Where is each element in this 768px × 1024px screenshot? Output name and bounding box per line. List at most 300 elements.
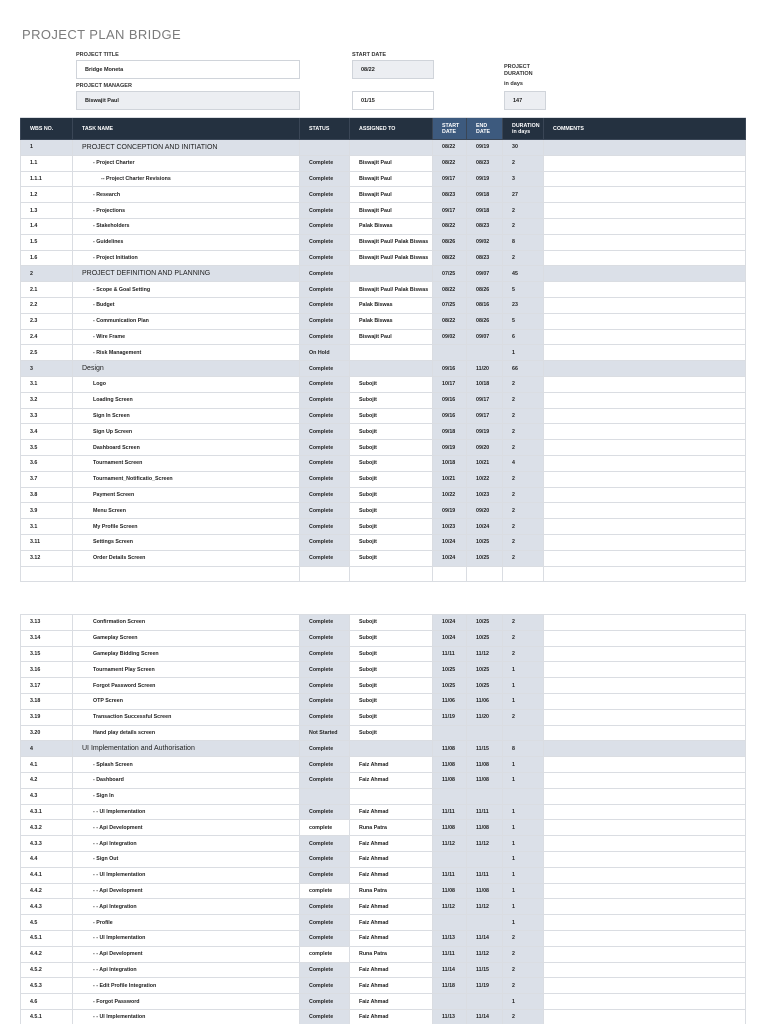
comments-cell[interactable] [544, 203, 746, 219]
wbs-cell[interactable]: 4 [20, 741, 73, 757]
duration-cell[interactable]: 2 [503, 393, 544, 409]
end-date-cell[interactable]: 10/23 [467, 488, 503, 504]
start-date-cell[interactable]: 08/22 [433, 314, 467, 330]
task-cell[interactable]: Sign In Screen [73, 409, 300, 425]
end-date-cell[interactable]: 11/11 [467, 868, 503, 884]
wbs-cell[interactable]: 3.2 [20, 393, 73, 409]
status-cell[interactable]: Complete [300, 852, 350, 868]
comments-cell[interactable] [544, 710, 746, 726]
status-cell[interactable]: Complete [300, 535, 350, 551]
duration-cell[interactable]: 2 [503, 203, 544, 219]
duration-cell[interactable]: 23 [503, 298, 544, 314]
end-date-cell[interactable]: 11/08 [467, 757, 503, 773]
wbs-cell[interactable]: 3.15 [20, 647, 73, 663]
wbs-cell[interactable]: 2.1 [20, 282, 73, 298]
assigned-cell[interactable] [350, 140, 433, 156]
end-date-cell[interactable] [467, 852, 503, 868]
comments-cell[interactable] [544, 472, 746, 488]
task-cell[interactable]: Design [73, 361, 300, 377]
assigned-cell[interactable]: Subojit [350, 615, 433, 631]
table-row[interactable] [20, 978, 746, 994]
status-cell[interactable]: Complete [300, 757, 350, 773]
assigned-cell[interactable]: Faiz Ahmad [350, 994, 433, 1010]
assigned-cell[interactable]: Runa Patra [350, 820, 433, 836]
task-cell[interactable]: - Profile [73, 915, 300, 931]
comments-cell[interactable] [544, 266, 746, 282]
comments-cell[interactable] [544, 947, 746, 963]
task-cell[interactable]: PROJECT CONCEPTION AND INITIATION [73, 140, 300, 156]
table-row[interactable] [20, 203, 746, 219]
start-date-cell[interactable]: 08/22 [433, 219, 467, 235]
status-cell[interactable] [300, 789, 350, 805]
status-cell[interactable] [300, 140, 350, 156]
comments-cell[interactable] [544, 187, 746, 203]
comments-cell[interactable] [544, 567, 746, 583]
status-cell[interactable]: Complete [300, 931, 350, 947]
assigned-cell[interactable]: Faiz Ahmad [350, 899, 433, 915]
status-cell[interactable]: complete [300, 947, 350, 963]
table-row[interactable] [20, 472, 746, 488]
wbs-cell[interactable]: 4.3 [20, 789, 73, 805]
task-cell[interactable]: Settings Screen [73, 535, 300, 551]
phase-row[interactable] [20, 140, 746, 156]
status-cell[interactable]: Complete [300, 631, 350, 647]
start-date-cell[interactable]: 09/19 [433, 440, 467, 456]
start-date-cell[interactable]: 09/16 [433, 409, 467, 425]
status-cell[interactable]: Complete [300, 330, 350, 346]
duration-cell[interactable]: 1 [503, 915, 544, 931]
status-cell[interactable]: Complete [300, 773, 350, 789]
status-cell[interactable]: Complete [300, 836, 350, 852]
duration-cell[interactable]: 2 [503, 409, 544, 425]
duration-cell[interactable]: 2 [503, 647, 544, 663]
wbs-cell[interactable]: 3.8 [20, 488, 73, 504]
assigned-cell[interactable]: Runa Patra [350, 884, 433, 900]
end-date-cell[interactable]: 11/19 [467, 978, 503, 994]
table-row[interactable] [20, 440, 746, 456]
duration-cell[interactable]: 66 [503, 361, 544, 377]
end-date-cell[interactable]: 08/26 [467, 282, 503, 298]
task-cell[interactable]: Tournament Screen [73, 456, 300, 472]
wbs-cell[interactable]: 3.7 [20, 472, 73, 488]
end-date-cell[interactable]: 10/24 [467, 519, 503, 535]
status-cell[interactable]: Complete [300, 251, 350, 267]
comments-cell[interactable] [544, 915, 746, 931]
duration-cell[interactable]: 4 [503, 456, 544, 472]
assigned-cell[interactable]: Subojit [350, 409, 433, 425]
wbs-cell[interactable]: 3.14 [20, 631, 73, 647]
status-cell[interactable]: Complete [300, 282, 350, 298]
duration-cell[interactable]: 2 [503, 1010, 544, 1024]
table-row[interactable] [20, 884, 746, 900]
wbs-cell[interactable]: 4.5.2 [20, 963, 73, 979]
wbs-cell[interactable]: 4.2 [20, 773, 73, 789]
end-date-cell[interactable] [467, 789, 503, 805]
assigned-cell[interactable]: Faiz Ahmad [350, 773, 433, 789]
start-date-cell[interactable]: 11/13 [433, 1010, 467, 1024]
assigned-cell[interactable]: Biswajit Paul [350, 330, 433, 346]
status-cell[interactable]: Complete [300, 899, 350, 915]
wbs-cell[interactable]: 3.20 [20, 726, 73, 742]
table-row[interactable] [20, 899, 746, 915]
end-date-cell[interactable]: 09/20 [467, 440, 503, 456]
project-title-field[interactable]: Bridge Moneta [76, 60, 300, 79]
task-cell[interactable]: - Forgot Password [73, 994, 300, 1010]
task-cell[interactable]: Gameplay Bidding Screen [73, 647, 300, 663]
table-row[interactable] [20, 631, 746, 647]
wbs-cell[interactable]: 1.4 [20, 219, 73, 235]
start-date-cell[interactable]: 10/24 [433, 615, 467, 631]
assigned-cell[interactable]: Faiz Ahmad [350, 852, 433, 868]
duration-cell[interactable]: 2 [503, 963, 544, 979]
assigned-cell[interactable] [350, 741, 433, 757]
status-cell[interactable]: Complete [300, 424, 350, 440]
wbs-cell[interactable]: 4.4 [20, 852, 73, 868]
status-cell[interactable]: Complete [300, 266, 350, 282]
task-cell[interactable]: UI Implementation and Authorisation [73, 741, 300, 757]
comments-cell[interactable] [544, 409, 746, 425]
task-cell[interactable]: Tournament Play Screen [73, 662, 300, 678]
status-cell[interactable]: Complete [300, 314, 350, 330]
comments-cell[interactable] [544, 298, 746, 314]
wbs-cell[interactable]: 4.3.2 [20, 820, 73, 836]
status-cell[interactable]: Complete [300, 915, 350, 931]
table-row[interactable] [20, 235, 746, 251]
end-date-cell[interactable]: 11/20 [467, 361, 503, 377]
table-row[interactable] [20, 488, 746, 504]
start-date-cell[interactable]: 09/16 [433, 361, 467, 377]
table-row[interactable] [20, 1010, 746, 1024]
comments-cell[interactable] [544, 393, 746, 409]
status-cell[interactable]: Complete [300, 503, 350, 519]
table-row[interactable] [20, 156, 746, 172]
duration-cell[interactable]: 2 [503, 219, 544, 235]
table-row[interactable] [20, 187, 746, 203]
duration-cell[interactable]: 2 [503, 947, 544, 963]
start-date-cell[interactable]: 08/22 [433, 282, 467, 298]
task-cell[interactable]: Forgot Password Screen [73, 678, 300, 694]
comments-cell[interactable] [544, 282, 746, 298]
start-date-cell[interactable] [433, 852, 467, 868]
duration-cell[interactable]: 2 [503, 251, 544, 267]
table-row[interactable] [20, 852, 746, 868]
assigned-cell[interactable]: Faiz Ahmad [350, 915, 433, 931]
comments-cell[interactable] [544, 899, 746, 915]
table-row[interactable] [20, 710, 746, 726]
assigned-cell[interactable]: Faiz Ahmad [350, 836, 433, 852]
assigned-cell[interactable]: Subojit [350, 519, 433, 535]
comments-cell[interactable] [544, 488, 746, 504]
table-row[interactable] [20, 647, 746, 663]
assigned-cell[interactable]: Biswajit Paul [350, 187, 433, 203]
end-date-cell[interactable]: 09/07 [467, 330, 503, 346]
comments-cell[interactable] [544, 235, 746, 251]
comments-cell[interactable] [544, 440, 746, 456]
task-cell[interactable]: - Stakeholders [73, 219, 300, 235]
task-cell[interactable]: - Wire Frame [73, 330, 300, 346]
comments-cell[interactable] [544, 678, 746, 694]
duration-cell[interactable]: 1 [503, 773, 544, 789]
table-row[interactable] [20, 662, 746, 678]
wbs-cell[interactable]: 4.1 [20, 757, 73, 773]
task-cell[interactable] [73, 567, 300, 583]
task-cell[interactable]: Gameplay Screen [73, 631, 300, 647]
wbs-cell[interactable]: 4.6 [20, 994, 73, 1010]
end-date-cell[interactable]: 09/18 [467, 203, 503, 219]
status-cell[interactable]: Complete [300, 994, 350, 1010]
start-date-cell[interactable]: 08/23 [433, 187, 467, 203]
table-row[interactable] [20, 615, 746, 631]
duration-cell[interactable]: 2 [503, 631, 544, 647]
wbs-cell[interactable]: 2.4 [20, 330, 73, 346]
comments-cell[interactable] [544, 424, 746, 440]
start-date-cell[interactable]: 09/19 [433, 503, 467, 519]
wbs-cell[interactable]: 1.2 [20, 187, 73, 203]
end-date-cell[interactable]: 11/11 [467, 805, 503, 821]
assigned-cell[interactable] [350, 266, 433, 282]
end-date-cell[interactable]: 11/15 [467, 963, 503, 979]
start-date-cell[interactable]: 11/11 [433, 647, 467, 663]
comments-cell[interactable] [544, 156, 746, 172]
end-date-cell[interactable]: 09/17 [467, 393, 503, 409]
task-cell[interactable]: Payment Screen [73, 488, 300, 504]
wbs-cell[interactable]: 3.1 [20, 519, 73, 535]
wbs-cell[interactable]: 1.5 [20, 235, 73, 251]
wbs-cell[interactable]: 1 [20, 140, 73, 156]
assigned-cell[interactable]: Subojit [350, 393, 433, 409]
start-date-cell[interactable]: 10/23 [433, 519, 467, 535]
start-date-field[interactable]: 08/22 [352, 60, 434, 79]
task-cell[interactable]: - Guidelines [73, 235, 300, 251]
task-cell[interactable]: Hand play details screen [73, 726, 300, 742]
assigned-cell[interactable]: Subojit [350, 710, 433, 726]
end-date-cell[interactable] [467, 915, 503, 931]
end-date-cell[interactable] [467, 994, 503, 1010]
start-date-cell[interactable]: 11/08 [433, 884, 467, 900]
comments-cell[interactable] [544, 963, 746, 979]
end-date-cell[interactable]: 10/22 [467, 472, 503, 488]
status-cell[interactable] [300, 567, 350, 583]
duration-cell[interactable]: 2 [503, 440, 544, 456]
wbs-cell[interactable]: 4.5.3 [20, 978, 73, 994]
table-row[interactable] [20, 282, 746, 298]
assigned-cell[interactable]: Runa Patra [350, 947, 433, 963]
status-cell[interactable]: On Hold [300, 345, 350, 361]
task-cell[interactable]: - Project Initiation [73, 251, 300, 267]
task-cell[interactable]: Confirmation Screen [73, 615, 300, 631]
status-cell[interactable]: Complete [300, 156, 350, 172]
task-cell[interactable]: - - UI Implementation [73, 805, 300, 821]
phase-row[interactable] [20, 741, 746, 757]
comments-cell[interactable] [544, 741, 746, 757]
duration-cell[interactable]: 1 [503, 694, 544, 710]
assigned-cell[interactable]: Subojit [350, 503, 433, 519]
task-cell[interactable]: - Scope & Goal Setting [73, 282, 300, 298]
table-row[interactable] [20, 773, 746, 789]
duration-cell[interactable]: 2 [503, 488, 544, 504]
status-cell[interactable]: Not Started [300, 726, 350, 742]
assigned-cell[interactable]: Subojit [350, 440, 433, 456]
comments-cell[interactable] [544, 456, 746, 472]
start-date-cell[interactable]: 07/25 [433, 266, 467, 282]
end-date-cell[interactable]: 09/20 [467, 503, 503, 519]
table-row[interactable] [20, 172, 746, 188]
wbs-cell[interactable]: 1.6 [20, 251, 73, 267]
end-date-cell[interactable] [467, 726, 503, 742]
start-date-cell[interactable]: 09/17 [433, 203, 467, 219]
duration-cell[interactable] [503, 726, 544, 742]
duration-cell[interactable]: 8 [503, 741, 544, 757]
assigned-cell[interactable]: Subojit [350, 377, 433, 393]
comments-cell[interactable] [544, 345, 746, 361]
end-date-cell[interactable]: 10/25 [467, 662, 503, 678]
duration-cell[interactable]: 2 [503, 424, 544, 440]
start-date-cell[interactable]: 08/22 [433, 251, 467, 267]
end-date-cell[interactable]: 11/15 [467, 741, 503, 757]
phase-row[interactable] [20, 266, 746, 282]
comments-cell[interactable] [544, 535, 746, 551]
duration-cell[interactable]: 5 [503, 282, 544, 298]
status-cell[interactable]: Complete [300, 393, 350, 409]
status-cell[interactable]: Complete [300, 615, 350, 631]
comments-cell[interactable] [544, 314, 746, 330]
duration-cell[interactable]: 30 [503, 140, 544, 156]
assigned-cell[interactable]: Palak Biswas [350, 219, 433, 235]
wbs-cell[interactable]: 4.4.1 [20, 868, 73, 884]
wbs-cell[interactable]: 1.3 [20, 203, 73, 219]
comments-cell[interactable] [544, 931, 746, 947]
wbs-cell[interactable] [20, 567, 73, 583]
duration-cell[interactable]: 3 [503, 172, 544, 188]
duration-cell[interactable]: 2 [503, 156, 544, 172]
end-date-cell[interactable]: 09/19 [467, 172, 503, 188]
table-row[interactable] [20, 503, 746, 519]
table-row[interactable] [20, 393, 746, 409]
table-row[interactable] [20, 456, 746, 472]
task-cell[interactable]: - Sign In [73, 789, 300, 805]
status-cell[interactable]: Complete [300, 488, 350, 504]
duration-cell[interactable]: 2 [503, 519, 544, 535]
table-row[interactable] [20, 424, 746, 440]
duration-cell[interactable]: 1 [503, 757, 544, 773]
start-date-cell[interactable]: 08/22 [433, 156, 467, 172]
end-date-cell[interactable]: 08/16 [467, 298, 503, 314]
start-date-cell[interactable] [433, 567, 467, 583]
end-date-cell[interactable]: 11/12 [467, 899, 503, 915]
wbs-cell[interactable]: 4.5 [20, 915, 73, 931]
task-cell[interactable]: Sign Up Screen [73, 424, 300, 440]
comments-cell[interactable] [544, 978, 746, 994]
end-date-cell[interactable]: 10/25 [467, 631, 503, 647]
table-row[interactable] [20, 519, 746, 535]
wbs-cell[interactable]: 3.5 [20, 440, 73, 456]
duration-cell[interactable]: 2 [503, 503, 544, 519]
comments-cell[interactable] [544, 1010, 746, 1024]
comments-cell[interactable] [544, 662, 746, 678]
table-row[interactable] [20, 931, 746, 947]
wbs-cell[interactable]: 1.1 [20, 156, 73, 172]
duration-cell[interactable]: 1 [503, 805, 544, 821]
task-cell[interactable]: - - UI Implementation [73, 931, 300, 947]
task-cell[interactable]: -- Project Charter Revisions [73, 172, 300, 188]
duration-cell[interactable]: 27 [503, 187, 544, 203]
wbs-cell[interactable]: 4.3.1 [20, 805, 73, 821]
status-cell[interactable]: Complete [300, 1010, 350, 1024]
start-date-cell[interactable]: 11/12 [433, 836, 467, 852]
assigned-cell[interactable] [350, 361, 433, 377]
comments-cell[interactable] [544, 773, 746, 789]
status-cell[interactable]: Complete [300, 978, 350, 994]
status-cell[interactable]: Complete [300, 219, 350, 235]
start-date-cell[interactable]: 11/11 [433, 947, 467, 963]
duration-cell[interactable]: 1 [503, 836, 544, 852]
duration-cell[interactable]: 2 [503, 377, 544, 393]
assigned-cell[interactable]: Palak Biswas [350, 314, 433, 330]
wbs-cell[interactable]: 3.17 [20, 678, 73, 694]
status-cell[interactable]: Complete [300, 694, 350, 710]
duration-cell[interactable]: 2 [503, 551, 544, 567]
assigned-cell[interactable]: Subojit [350, 694, 433, 710]
project-manager-field[interactable]: Biswajit Paul [76, 91, 300, 110]
table-row[interactable] [20, 915, 746, 931]
end-date-cell[interactable]: 09/19 [467, 140, 503, 156]
end-date-cell[interactable]: 10/25 [467, 551, 503, 567]
comments-cell[interactable] [544, 503, 746, 519]
comments-cell[interactable] [544, 361, 746, 377]
duration-cell[interactable]: 1 [503, 678, 544, 694]
wbs-cell[interactable]: 3.16 [20, 662, 73, 678]
end-date-cell[interactable] [467, 567, 503, 583]
table-row[interactable] [20, 251, 746, 267]
duration-cell[interactable]: 2 [503, 931, 544, 947]
status-cell[interactable]: Complete [300, 203, 350, 219]
wbs-cell[interactable]: 2.3 [20, 314, 73, 330]
comments-cell[interactable] [544, 140, 746, 156]
task-cell[interactable]: - - Api Integration [73, 836, 300, 852]
assigned-cell[interactable]: Subojit [350, 472, 433, 488]
start-date-cell[interactable]: 08/26 [433, 235, 467, 251]
task-cell[interactable]: Transaction Successful Screen [73, 710, 300, 726]
start-date-cell[interactable]: 09/02 [433, 330, 467, 346]
duration-cell[interactable]: 45 [503, 266, 544, 282]
task-cell[interactable]: Logo [73, 377, 300, 393]
end-date-cell[interactable]: 11/06 [467, 694, 503, 710]
wbs-cell[interactable]: 2.2 [20, 298, 73, 314]
assigned-cell[interactable]: Faiz Ahmad [350, 757, 433, 773]
start-date-cell[interactable]: 10/18 [433, 456, 467, 472]
start-date-cell[interactable]: 11/12 [433, 899, 467, 915]
wbs-cell[interactable]: 3.18 [20, 694, 73, 710]
task-cell[interactable]: Order Details Screen [73, 551, 300, 567]
task-cell[interactable]: - - Api Development [73, 884, 300, 900]
end-date-cell[interactable]: 11/20 [467, 710, 503, 726]
start-date-cell[interactable]: 10/24 [433, 551, 467, 567]
table-row[interactable] [20, 789, 746, 805]
task-cell[interactable]: Menu Screen [73, 503, 300, 519]
duration-cell[interactable]: 1 [503, 994, 544, 1010]
wbs-cell[interactable]: 1.1.1 [20, 172, 73, 188]
status-cell[interactable]: Complete [300, 741, 350, 757]
end-date-cell[interactable]: 09/02 [467, 235, 503, 251]
status-cell[interactable]: Complete [300, 710, 350, 726]
comments-cell[interactable] [544, 726, 746, 742]
start-date-cell[interactable]: 11/13 [433, 931, 467, 947]
task-cell[interactable]: Tournament_Notificatio_Screen [73, 472, 300, 488]
end-date-cell[interactable]: 09/18 [467, 187, 503, 203]
task-cell[interactable]: PROJECT DEFINITION AND PLANNING [73, 266, 300, 282]
assigned-cell[interactable]: Subojit [350, 647, 433, 663]
duration-cell[interactable] [503, 567, 544, 583]
